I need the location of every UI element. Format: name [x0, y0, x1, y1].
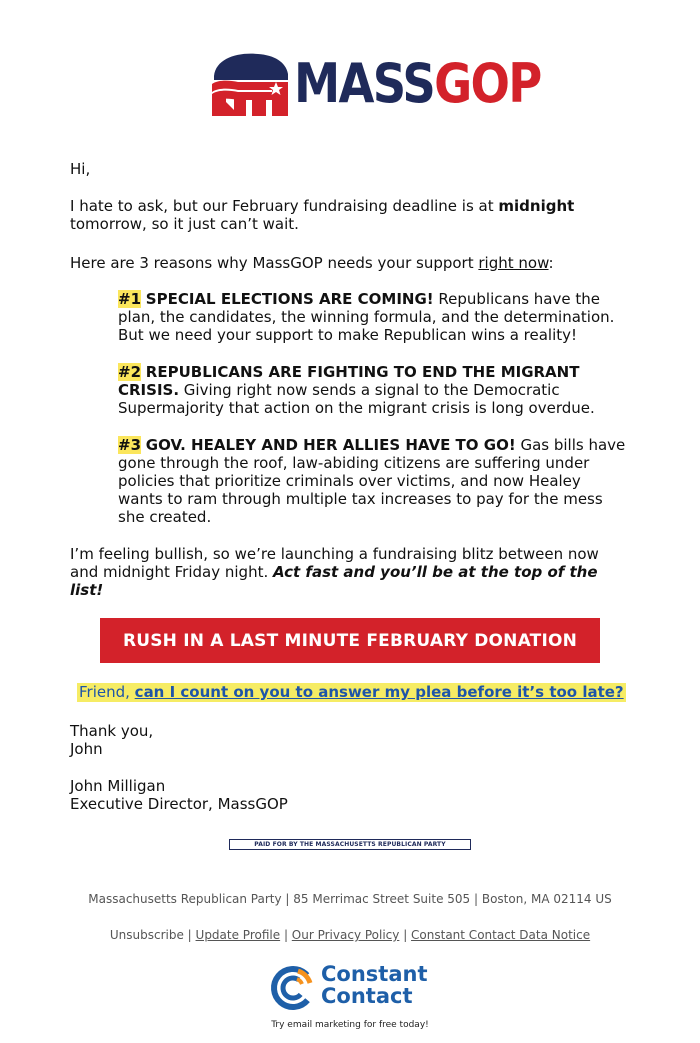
footer-separator: | — [280, 928, 292, 942]
reason-text: Gas bills have gone through the roof, law-abiding citizens are suffering under policies that prioritize criminals over victims, and now Healey wants to ram through multiple tax increases to pay for the mess she created. — [118, 436, 626, 526]
reason-number: #3 — [118, 436, 142, 454]
paid-for-disclaimer — [229, 839, 471, 850]
reason-3 — [118, 436, 628, 526]
blitz-text: I’m feeling bullish, so we’re launching a fundraising blitz between now and midnight Friday night. — [70, 545, 599, 581]
cc-line1: Constant — [321, 962, 428, 986]
plea-line — [77, 683, 626, 702]
footer-address — [0, 892, 700, 906]
reason-headline: GOV. HEALEY AND HER ALLIES HAVE TO GO! — [145, 436, 516, 454]
reasons-intro-before: Here are 3 reasons why MassGOP needs your support — [70, 254, 479, 272]
footer-separator: | — [399, 928, 412, 942]
footer-separator: | — [183, 928, 196, 942]
signature — [70, 777, 630, 813]
reasons-intro-underlined: right now — [478, 254, 549, 272]
plea-friend: Friend, — [79, 683, 135, 701]
plea-link[interactable]: can I count on you to answer my plea before it’s too late? — [134, 683, 624, 701]
reasons-intro — [70, 254, 630, 272]
privacy-policy-link[interactable]: Our Privacy Policy — [291, 928, 400, 942]
reason-text: Giving right now sends a signal to the Democratic Supermajority that action on the migrant crisis is long overdue. — [118, 381, 595, 417]
unsubscribe-link[interactable]: Unsubscribe — [109, 928, 184, 942]
signature-name: John Milligan — [70, 777, 166, 795]
constant-contact-wordmark — [321, 963, 428, 1007]
cc-tagline[interactable] — [0, 1020, 700, 1030]
signoff-thanks: Thank you, — [70, 722, 154, 740]
signoff — [70, 722, 630, 758]
data-notice-link[interactable]: Constant Contact Data Notice — [411, 928, 591, 942]
signoff-name: John — [70, 740, 103, 758]
elephant-icon — [208, 50, 292, 118]
blitz-emphasis: Act fast and you’ll be at the top of the list! — [70, 563, 598, 599]
intro-bold: midnight — [498, 197, 575, 215]
intro-paragraph — [70, 197, 630, 233]
intro-after: tomorrow, so it just can’t wait. — [70, 215, 299, 233]
reason-number: #1 — [118, 290, 142, 308]
paid-for-text: PAID FOR BY THE MASSACHUSETTS REPUBLICAN PARTY — [254, 841, 446, 848]
intro-before: I hate to ask, but our February fundraising deadline is at — [70, 197, 499, 215]
cc-tagline-text: Try email marketing for free today! — [271, 1020, 429, 1030]
footer-links — [0, 928, 700, 942]
reason-2 — [118, 363, 628, 417]
massgop-logo — [208, 50, 541, 118]
logo-mass: MASS — [294, 52, 435, 115]
reason-text: Republicans have the plan, the candidates, the winning formula, and the determination. But we need your support to make Republican wins a reality! — [118, 290, 615, 344]
logo-gop: GOP — [434, 52, 541, 115]
reason-number: #2 — [118, 363, 142, 381]
reason-1 — [118, 290, 628, 344]
reason-headline: REPUBLICANS ARE FIGHTING TO END THE MIGRANT CRISIS. — [118, 363, 580, 399]
donate-button[interactable] — [100, 618, 600, 663]
reason-headline: SPECIAL ELECTIONS ARE COMING! — [145, 290, 434, 308]
blitz-paragraph — [70, 545, 630, 599]
constant-contact-logo[interactable] — [270, 963, 440, 1013]
logo-wordmark — [294, 50, 541, 118]
donate-button-label: RUSH IN A LAST MINUTE FEBRUARY DONATION — [122, 630, 578, 651]
cc-line2: Contact — [321, 984, 413, 1008]
reasons-intro-after: : — [548, 254, 554, 272]
signature-title: Executive Director, MassGOP — [70, 795, 288, 813]
greeting — [70, 160, 630, 178]
update-profile-link[interactable]: Update Profile — [195, 928, 281, 942]
greeting-text: Hi, — [70, 160, 91, 178]
footer-address-text: Massachusetts Republican Party | 85 Merrimac Street Suite 505 | Boston, MA 02114 US — [88, 892, 612, 906]
constant-contact-icon — [270, 965, 316, 1011]
